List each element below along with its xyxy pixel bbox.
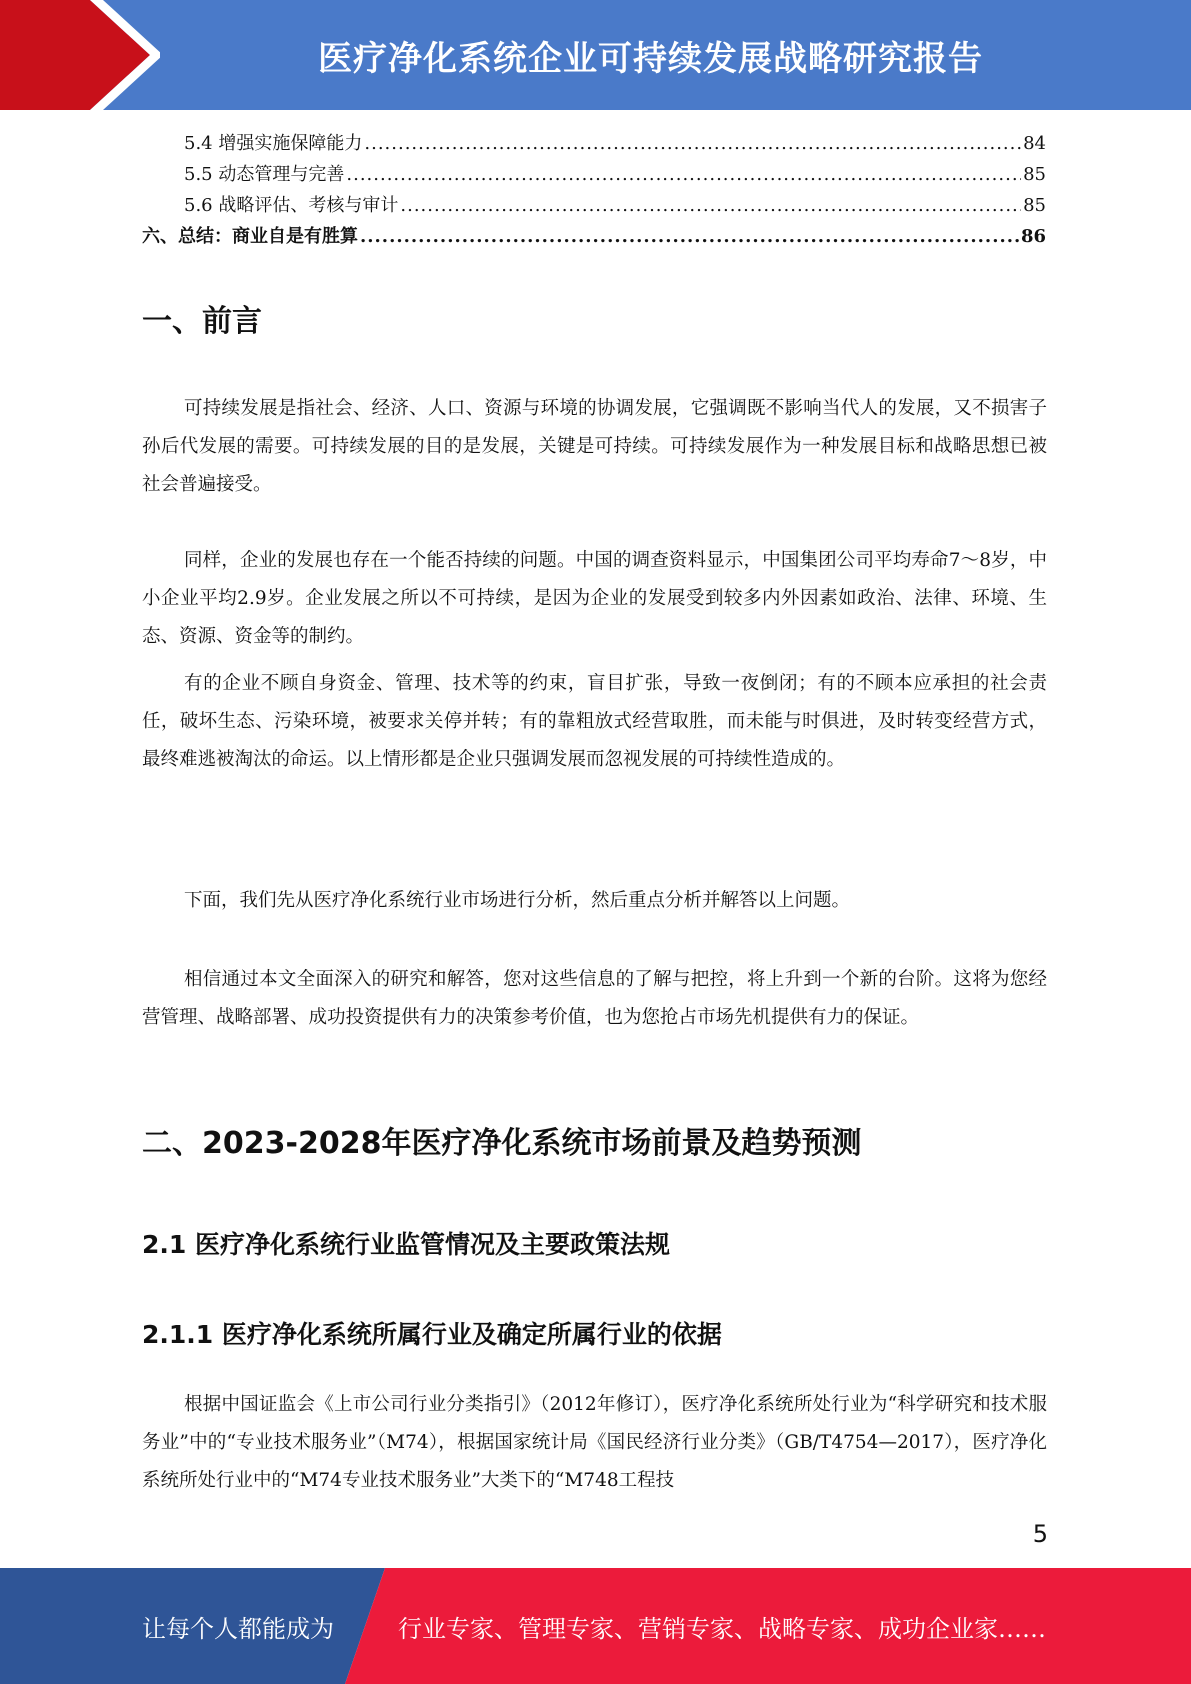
toc-item-page: 86 (1020, 226, 1046, 247)
toc-item[interactable] (142, 221, 1046, 252)
toc-item[interactable] (142, 128, 1046, 159)
toc-item-title: 战略评估、考核与审计 (218, 195, 399, 216)
paragraph: 可持续发展是指社会、经济、人口、资源与环境的协调发展，它强调既不影响当代人的发展，又不损害子孙后代发展的需要。可持续发展的目的是发展，关键是可持续。可持续发展作为一种发展目标和战略思想已被社会普遍接受。 (142, 398, 1047, 495)
toc-item-number: 5.6 (184, 195, 213, 216)
subsection-heading: 2.1 医疗净化系统行业监管情况及主要政策法规 (142, 1230, 670, 1259)
toc-item-page: 84 (1023, 133, 1046, 154)
toc-item-number: 5.5 (184, 164, 213, 185)
section-heading-preface: 一、前言 (142, 304, 262, 339)
section-heading-market-outlook: 二、2023-2028年医疗净化系统市场前景及趋势预测 (142, 1126, 862, 1161)
toc-leader-dots (346, 159, 1021, 190)
toc-item-number: 5.4 (184, 133, 213, 154)
paragraph: 同样，企业的发展也存在一个能否持续的问题。中国的调查资料显示，中国集团公司平均寿命7～8岁，中小企业平均2.9岁。企业发展之所以不可持续，是因为企业的发展受到较多内外因素如政治、法律、环境、生态、资源、资金等的制约。 (142, 550, 1047, 647)
toc-item-page: 85 (1023, 164, 1046, 185)
toc-leader-dots (400, 190, 1021, 221)
header-arrow-decoration (0, 0, 160, 110)
header-title: 医疗净化系统企业可持续发展战略研究报告 (318, 38, 983, 79)
subsubsection-heading: 2.1.1 医疗净化系统所属行业及确定所属行业的依据 (142, 1320, 722, 1349)
footer-slogan-left: 让每个人都能成为 (142, 1614, 334, 1643)
toc-leader-dots (364, 128, 1021, 159)
footer-slogan-right: 行业专家、管理专家、营销专家、战略专家、成功企业家…… (398, 1614, 1046, 1643)
paragraph: 根据中国证监会《上市公司行业分类指引》（2012年修订），医疗净化系统所处行业为“科学研究和技术服务业”中的“专业技术服务业”（M74），根据国家统计局《国民经济行业分类》（GB/T4754—2017），医疗净化系统所处行业中的“M74专业技术服务业”大类下的“M748工程技 (142, 1394, 1047, 1491)
toc-item-title: 总结：商业自是有胜算 (178, 226, 358, 247)
toc-leader-dots (360, 221, 1019, 252)
paragraph: 下面，我们先从医疗净化系统行业市场进行分析，然后重点分析并解答以上问题。 (184, 890, 851, 911)
toc-item-number: 六、 (142, 226, 178, 247)
toc-item[interactable] (142, 159, 1046, 190)
toc-item-title: 动态管理与完善 (218, 164, 345, 185)
toc-item[interactable] (142, 190, 1046, 221)
page-number: 5 (1032, 1520, 1048, 1548)
paragraph: 相信通过本文全面深入的研究和解答，您对这些信息的了解与把控，将上升到一个新的台阶。这将为您经营管理、战略部署、成功投资提供有力的决策参考价值，也为您抢占市场先机提供有力的保证。 (142, 969, 1047, 1028)
toc-item-page: 85 (1023, 195, 1046, 216)
table-of-contents (142, 128, 1046, 252)
page-header (0, 0, 1191, 110)
paragraph: 有的企业不顾自身资金、管理、技术等的约束，盲目扩张，导致一夜倒闭；有的不顾本应承担的社会责任，破坏生态、污染环境，被要求关停并转；有的靠粗放式经营取胜，而未能与时俱进，及时转变经营方式，最终难逃被淘汰的命运。以上情形都是企业只强调发展而忽视发展的可持续性造成的。 (142, 673, 1047, 770)
page-footer (0, 1568, 1191, 1684)
toc-item-title: 增强实施保障能力 (218, 133, 363, 154)
